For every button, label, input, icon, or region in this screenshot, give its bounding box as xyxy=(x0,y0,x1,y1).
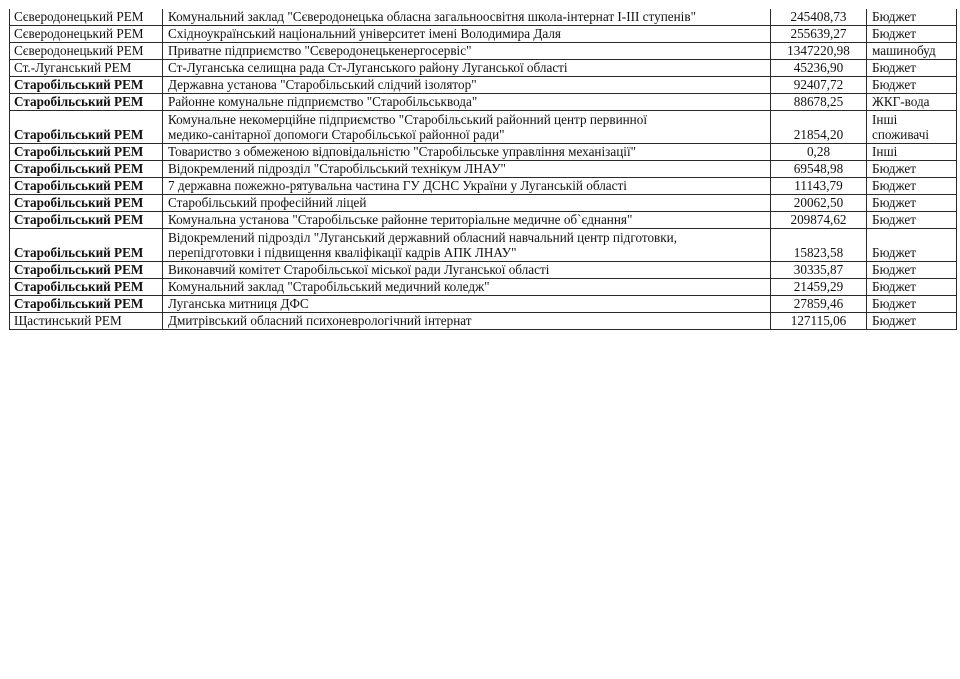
amount-cell: 127115,06 xyxy=(771,313,867,330)
rem-cell: Старобільський РЕМ xyxy=(10,296,163,313)
category-cell xyxy=(867,313,957,330)
category-line: Бюджет xyxy=(872,279,917,294)
organization-line: Державна установа "Старобільський слідчий ізолятор" xyxy=(168,77,477,92)
rem-cell: Старобільський РЕМ xyxy=(10,77,163,94)
category-cell xyxy=(867,178,957,195)
organization-line: Відокремлений підрозділ "Старобільський технікум ЛНАУ" xyxy=(168,161,506,176)
category-line: Бюджет xyxy=(872,77,917,92)
organization-line: Комунальний заклад "Сєверодонецька обласна загальноосвітня школа-інтернат І-ІІІ ступенів" xyxy=(168,9,696,24)
category-cell xyxy=(867,94,957,111)
amount-cell: 255639,27 xyxy=(771,26,867,43)
rem-cell: Старобільський РЕМ xyxy=(10,195,163,212)
organization-line: Луганська митниця ДФС xyxy=(168,296,309,311)
rem-cell: Старобільський РЕМ xyxy=(10,262,163,279)
organization-line: Районне комунальне підприємство "Старобільськвода" xyxy=(168,94,478,109)
amount-cell: 245408,73 xyxy=(771,9,867,26)
organization-cell xyxy=(163,144,771,161)
category-cell xyxy=(867,262,957,279)
organization-cell xyxy=(163,229,771,262)
organization-line: Виконавчий комітет Старобільської міської ради Луганської області xyxy=(168,262,550,277)
category-cell xyxy=(867,60,957,77)
organization-cell xyxy=(163,212,771,229)
organization-line: Комунальне некомерційне підприємство "Старобільський районний центр первинної xyxy=(168,112,647,127)
table-row xyxy=(10,212,957,229)
category-line: споживачі xyxy=(872,127,930,142)
amount-cell: 21459,29 xyxy=(771,279,867,296)
table-row xyxy=(10,94,957,111)
organization-line: Комунальна установа "Старобільське районне територіальне медичне об`єднання" xyxy=(168,212,633,227)
rem-cell: Старобільський РЕМ xyxy=(10,279,163,296)
organization-line: медико-санітарної допомоги Старобільської районної ради" xyxy=(168,127,505,142)
category-line: Бюджет xyxy=(872,9,917,24)
table-row xyxy=(10,9,957,26)
category-cell xyxy=(867,296,957,313)
category-line: Бюджет xyxy=(872,313,917,328)
organization-cell xyxy=(163,262,771,279)
category-line: Бюджет xyxy=(872,296,917,311)
organization-cell xyxy=(163,279,771,296)
organization-line: Ст-Луганська селищна рада Ст-Луганського району Луганської області xyxy=(168,60,568,75)
organization-cell xyxy=(163,43,771,60)
amount-cell: 45236,90 xyxy=(771,60,867,77)
organization-line: Відокремлений підрозділ "Луганський державний обласний навчальний центр підготовки, xyxy=(168,230,678,245)
table-row xyxy=(10,195,957,212)
category-line: Бюджет xyxy=(872,262,917,277)
organization-cell xyxy=(163,9,771,26)
rem-cell: Старобільський РЕМ xyxy=(10,111,163,144)
category-line: машинобуд xyxy=(872,43,936,58)
table-row xyxy=(10,161,957,178)
category-cell xyxy=(867,144,957,161)
table-row xyxy=(10,229,957,262)
organization-line: Старобільський професійний ліцей xyxy=(168,195,367,210)
amount-cell: 30335,87 xyxy=(771,262,867,279)
amount-cell: 209874,62 xyxy=(771,212,867,229)
organization-line: Східноукраїнський національний університет імені Володимира Даля xyxy=(168,26,561,41)
amount-cell: 11143,79 xyxy=(771,178,867,195)
category-cell xyxy=(867,212,957,229)
rem-cell: Сєверодонецький РЕМ xyxy=(10,9,163,26)
amount-cell: 0,28 xyxy=(771,144,867,161)
category-cell xyxy=(867,9,957,26)
category-line: Інші xyxy=(872,112,898,127)
rem-cell: Старобільський РЕМ xyxy=(10,161,163,178)
amount-cell: 21854,20 xyxy=(771,111,867,144)
category-cell xyxy=(867,229,957,262)
rem-cell: Старобільський РЕМ xyxy=(10,212,163,229)
rem-cell: Ст.-Луганський РЕМ xyxy=(10,60,163,77)
rem-cell: Старобільський РЕМ xyxy=(10,94,163,111)
table-row xyxy=(10,279,957,296)
category-cell xyxy=(867,111,957,144)
organization-line: 7 державна пожежно-рятувальна частина ГУ ДСНС України у Луганській області xyxy=(168,178,627,193)
rem-cell: Щастинський РЕМ xyxy=(10,313,163,330)
amount-cell: 27859,46 xyxy=(771,296,867,313)
category-cell xyxy=(867,195,957,212)
category-cell xyxy=(867,77,957,94)
category-line: Бюджет xyxy=(872,245,917,260)
category-line: Бюджет xyxy=(872,60,917,75)
category-cell xyxy=(867,43,957,60)
organization-cell xyxy=(163,195,771,212)
category-line: Бюджет xyxy=(872,195,917,210)
organization-cell xyxy=(163,178,771,195)
category-cell xyxy=(867,279,957,296)
rem-cell: Сєверодонецький РЕМ xyxy=(10,26,163,43)
rem-cell: Старобільський РЕМ xyxy=(10,178,163,195)
amount-cell: 92407,72 xyxy=(771,77,867,94)
organization-cell xyxy=(163,26,771,43)
organization-cell xyxy=(163,111,771,144)
rem-cell: Сєверодонецький РЕМ xyxy=(10,43,163,60)
table-row xyxy=(10,77,957,94)
organization-cell xyxy=(163,296,771,313)
table-row xyxy=(10,111,957,144)
table-row xyxy=(10,313,957,330)
amount-cell: 20062,50 xyxy=(771,195,867,212)
organization-line: Дмитрівський обласний психоневрологічний інтернат xyxy=(168,313,472,328)
organization-line: Комунальний заклад "Старобільський медичний коледж" xyxy=(168,279,490,294)
organization-cell xyxy=(163,94,771,111)
rem-cell: Старобільський РЕМ xyxy=(10,229,163,262)
table-row xyxy=(10,178,957,195)
organization-cell xyxy=(163,313,771,330)
table-row xyxy=(10,144,957,161)
category-line: Бюджет xyxy=(872,212,917,227)
organization-cell xyxy=(163,77,771,94)
organization-line: Товариство з обмеженою відповідальністю "Старобільське управління механізації" xyxy=(168,144,636,159)
category-line: Бюджет xyxy=(872,161,917,176)
table-row xyxy=(10,43,957,60)
category-line: Бюджет xyxy=(872,178,917,193)
category-cell xyxy=(867,161,957,178)
organization-cell xyxy=(163,60,771,77)
organization-line: перепідготовки і підвищення кваліфікації кадрів АПК ЛНАУ" xyxy=(168,245,517,260)
category-cell xyxy=(867,26,957,43)
organization-line: Приватне підприємство "Сєверодонецькенергосервіс" xyxy=(168,43,472,58)
debtors-table-sheet xyxy=(9,9,956,330)
amount-cell: 1347220,98 xyxy=(771,43,867,60)
category-line: Інші xyxy=(872,144,898,159)
organization-cell xyxy=(163,161,771,178)
table-body xyxy=(10,9,957,330)
table-row xyxy=(10,296,957,313)
debtors-table xyxy=(9,9,957,330)
amount-cell: 15823,58 xyxy=(771,229,867,262)
amount-cell: 69548,98 xyxy=(771,161,867,178)
table-row xyxy=(10,26,957,43)
rem-cell: Старобільський РЕМ xyxy=(10,144,163,161)
table-row xyxy=(10,60,957,77)
amount-cell: 88678,25 xyxy=(771,94,867,111)
table-row xyxy=(10,262,957,279)
category-line: ЖКГ-вода xyxy=(872,94,930,109)
category-line: Бюджет xyxy=(872,26,917,41)
